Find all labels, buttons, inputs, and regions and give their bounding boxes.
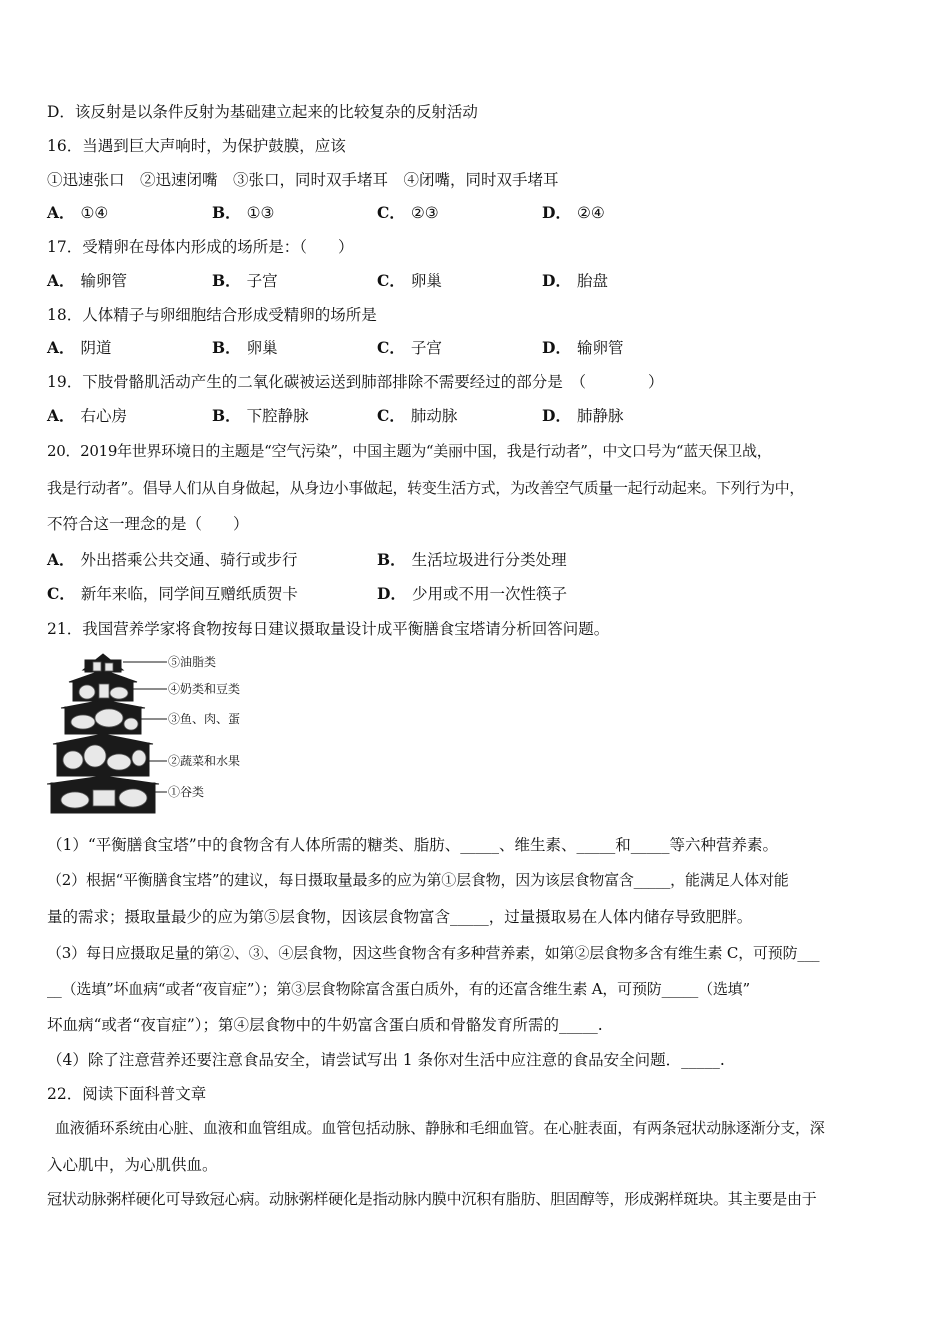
question-21-part-3-line-3: 坏血病“或者“夜盲症”）；第④层食物中的牛奶富含蛋白质和骨骼发育所需的_____. — [47, 1016, 603, 1034]
q20-option-b: B． 生活垃圾进行分类处理 — [377, 550, 567, 569]
pyramid-label-5: ⑤油脂类 — [168, 655, 217, 669]
q19-option-d: D． 肺静脉 — [542, 406, 624, 425]
question-18: 18．人体精子与卵细胞结合形成受精卵的场所是 — [47, 306, 377, 324]
pyramid-label-3: ③鱼、肉、蛋 — [168, 712, 241, 726]
question-16: 16．当遇到巨大声响时，为保护鼓膜，应该 — [47, 137, 346, 155]
q20-option-d: D． 少用或不用一次性筷子 — [377, 584, 567, 603]
pyramid-label-4: ④奶类和豆类 — [168, 682, 241, 696]
question-20-line-3: 不符合这一理念的是（ ） — [47, 515, 249, 533]
question-20-line-1: 20．2019年世界环境日的主题是“空气污染”，中国主题为“美丽中国，我是行动者”，中文口号为“蓝天保卫战， — [47, 442, 772, 460]
q19-option-b: B． 下腔静脉 — [212, 406, 309, 425]
question-20-line-2: 我是行动者”。倡导人们从自身做起，从身边小事做起，转变生活方式，为改善空气质量一起行动起来。下列行为中， — [47, 479, 805, 497]
q15-option-d: D．该反射是以条件反射为基础建立起来的比较复杂的反射活动 — [47, 103, 478, 121]
q16-option-a: A． ①④ — [47, 203, 109, 222]
q18-option-d: D． 输卵管 — [542, 338, 624, 357]
q17-option-a: A． 输卵管 — [47, 271, 128, 290]
q18-option-b: B． 卵巢 — [212, 338, 278, 357]
question-21-part-2-line-2: 量的需求；摄取量最少的应为第⑤层食物，因该层食物富含_____，过量摄取易在人体内储存导致肥胖。 — [47, 908, 753, 926]
pyramid-label-2: ②蔬菜和水果 — [168, 754, 241, 768]
q16-option-d: D． ②④ — [542, 203, 605, 222]
food-pyramid-figure — [47, 648, 257, 818]
article-paragraph-2: 冠状动脉粥样硬化可导致冠心病。动脉粥样硬化是指动脉内膜中沉积有脂肪、胆固醇等，形成粥样斑块。其主要是由于 — [47, 1190, 817, 1208]
q17-option-b: B． 子宫 — [212, 271, 278, 290]
q17-option-d: D． 胎盘 — [542, 271, 608, 290]
question-22: 22．阅读下面科普文章 — [47, 1085, 207, 1103]
question-21-part-3-line-2: __（选填”坏血病“或者“夜盲症”）；第③层食物除富含蛋白质外，有的还富含维生素 A，可预防_____（选填” — [47, 980, 750, 998]
pyramid-tier-4-roof — [69, 670, 137, 682]
question-21: 21．我国营养学家将食物按每日建议摄取量设计成平衡膳食宝塔请分析回答问题。 — [47, 620, 610, 638]
q20-option-a: A． 外出搭乘公共交通、骑行或步行 — [47, 550, 298, 569]
article-paragraph-1-line-1: 血液循环系统由心脏、血液和血管组成。血管包括动脉、静脉和毛细血管。在心脏表面，有两条冠状动脉逐渐分支，深 — [55, 1119, 825, 1137]
q19-option-a: A． 右心房 — [47, 406, 128, 425]
pyramid-label-1: ①谷类 — [168, 785, 205, 799]
question-21-part-2-line-1: （2）根据“平衡膳食宝塔”的建议，每日摄取量最多的应为第①层食物，因为该层食物富含_____，能满足人体对能 — [47, 871, 789, 889]
question-21-part-1: （1）“平衡膳食宝塔”中的食物含有人体所需的糖类、脂肪、_____、维生素、_____和_____等六种营养素。 — [47, 836, 778, 854]
q16-option-c: C． ②③ — [377, 203, 439, 222]
q20-option-c: C． 新年来临，同学间互赠纸质贺卡 — [47, 584, 298, 603]
question-21-part-3-line-1: （3）每日应摄取足量的第②、③、④层食物，因这些食物含有多种营养素，如第②层食物多含有维生素 C，可预防___ — [47, 944, 820, 962]
q18-option-c: C． 子宫 — [377, 338, 442, 357]
q18-option-a: A． 阴道 — [47, 338, 112, 357]
question-19: 19．下肢骨骼肌活动产生的二氧化碳被运送到肺部排除不需要经过的部分是 （ ） — [47, 373, 664, 391]
question-16-choices: ①迅速张口 ②迅速闭嘴 ③张口，同时双手堵耳 ④闭嘴，同时双手堵耳 — [47, 171, 559, 189]
q16-option-b: B． ①③ — [212, 203, 275, 222]
q19-option-c: C． 肺动脉 — [377, 406, 458, 425]
q17-option-c: C． 卵巢 — [377, 271, 442, 290]
question-21-part-4: （4）除了注意营养还要注意食品安全，请尝试写出 1 条你对生活中应注意的食品安全问题．_____. — [47, 1051, 725, 1069]
article-paragraph-1-line-2: 入心肌中，为心肌供血。 — [47, 1156, 218, 1174]
question-17: 17．受精卵在母体内形成的场所是：（ ） — [47, 238, 354, 256]
